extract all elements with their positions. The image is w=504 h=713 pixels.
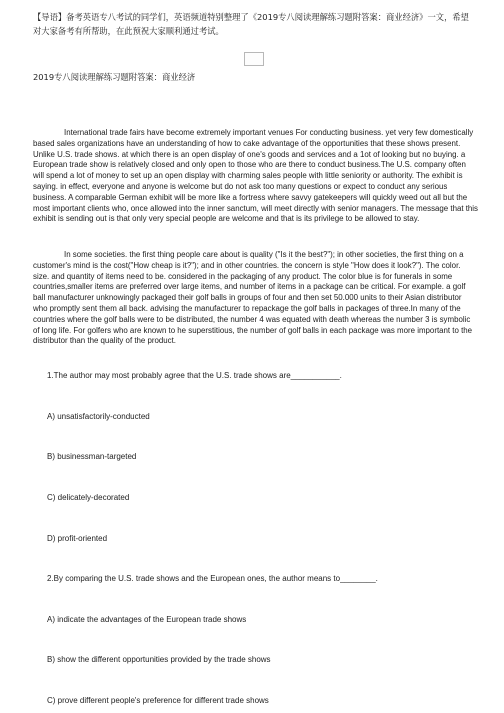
question-1-option-c: C) delicately-decorated bbox=[47, 493, 130, 502]
passage-paragraph: International trade fairs have become extremely important venues For conducting business. yet very few domestically based sales organizations have an understanding of how to cake advantage of the opportunities that these shows present. Unlike U.S. trade shows. at which there is an open display of one's goods and services and a 1ot of looking but no buying. a European trade show is relatively closed and only open to those who are there to conduct business.The U.S. company often will spend a lot of money to set up an open display with charming sales people with little seniority or authority. The exhibit is saying. in effect, everyone and anyone is welcome but do not ask too many questions or expect to conduct any serious business. A comparable German exhibit will be more like a fortress where savvy gatekeepers will quickly weed out all but the most important clients who, once allowed into the inner sanctum, will meet directly with senior managers. The message that this exhibit is sending out is that only very special people are welcome and that is its privilege to be allowed to stay. bbox=[33, 128, 479, 224]
intro-text: 【导语】备考英语专八考试的同学们，英语频道特别整理了《2019专八阅读理解练习题附答案：商业经济》一文，希望对大家备考有所帮助，在此预祝大家顺利通过考试。 bbox=[33, 12, 469, 36]
image-placeholder bbox=[244, 52, 264, 66]
question-1-stem: 1.The author may most probably agree that the U.S. trade shows are___________. bbox=[47, 371, 342, 380]
question-2-option-a: A) indicate the advantages of the European trade shows bbox=[47, 615, 247, 624]
question-2-option-c: C) prove different people's preference for different trade shows bbox=[47, 696, 269, 705]
passage-paragraph: In some societies. the first thing people care about is quality ("Is it the best?"); in other societies, the first thing on a customer's mind is the cost("How cheap is it?"); and in other countries. the concern is style "How does it look?"). The color. size. and quantity of items need to be. considered in the packaging of any product. The color blue is for funerals in some countries,smaller items are preferred over large items, and number of items in a package can be critical. For example. a golf ball manufacturer unknowingly packaged their golf balls in groups of four and then set 50.000 units to their Asian distributor who promptly sent them all back. advising the manufacturer to repackage the golf balls in packages of three.In many of the countries where the golf balls were to be distributed, the number 4 was equated with death whereas the number 3 is symbolic of long life. For golfers who are known to he superstitious, the number of golf balls in each package was more important to the distributor than the quality of the product. bbox=[33, 250, 473, 346]
question-1-option-d: D) profit-oriented bbox=[47, 534, 108, 543]
question-1-option-a: A) unsatisfactorily-conducted bbox=[47, 412, 150, 421]
question-2-option-b: B) show the different opportunities provided by the trade shows bbox=[47, 655, 271, 664]
article-subtitle: 2019专八阅读理解练习题附答案：商业经济 bbox=[33, 72, 196, 82]
question-2-stem: 2.By comparing the U.S. trade shows and the European ones, the author means to________. bbox=[47, 574, 378, 583]
question-1-option-b: B) businessman-targeted bbox=[47, 452, 137, 461]
